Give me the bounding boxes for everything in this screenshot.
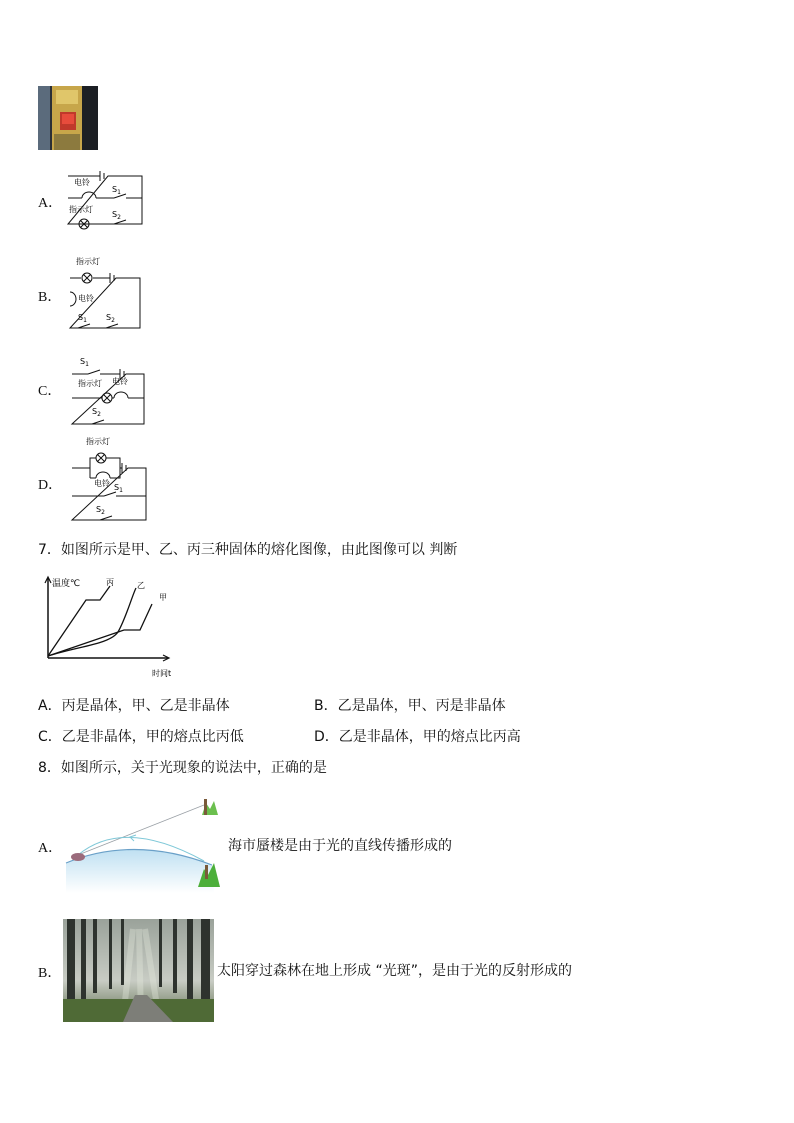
- q7-option-c[interactable]: C．乙是非晶体，甲的熔点比丙低: [38, 729, 244, 745]
- q7-option-d[interactable]: D．乙是非晶体，甲的熔点比丙高: [314, 729, 521, 745]
- forest-photo: [63, 919, 214, 1022]
- q6-option-c-circuit: [64, 352, 148, 428]
- q8-option-a-text[interactable]: 海市蜃楼是由于光的直线传播形成的: [228, 838, 452, 854]
- q6-option-b-letter[interactable]: B．: [38, 290, 62, 305]
- q8-option-a-letter[interactable]: A．: [38, 841, 63, 856]
- q8-stem: 8．如图所示，关于光现象的说法中，正确的是: [38, 760, 327, 776]
- s1-label: $S_1$: [80, 357, 89, 368]
- s1-label: $S_1$: [112, 185, 121, 196]
- q7-melting-graph: [40, 574, 180, 680]
- s1-label: $S_1$: [78, 313, 87, 324]
- q7-option-b[interactable]: B．乙是晶体，甲、丙是非晶体: [314, 698, 506, 714]
- y-axis-label: 温度℃: [52, 579, 81, 589]
- q6-option-a-letter[interactable]: A．: [38, 196, 63, 211]
- lamp-label: 指示灯: [86, 437, 110, 446]
- q6-option-d-circuit: [64, 432, 150, 524]
- bell-label: 电铃: [78, 294, 94, 303]
- s2-label: $S_2$: [106, 313, 115, 324]
- q7-stem: 7．如图所示是甲、乙、丙三种固体的熔化图像，由此图像可以 判断: [38, 542, 458, 558]
- curve-yi-label: 乙: [137, 581, 145, 590]
- q6-option-c-letter[interactable]: C．: [38, 384, 62, 399]
- s2-label: $S_2$: [112, 210, 121, 221]
- q6-option-d-letter[interactable]: D．: [38, 478, 63, 493]
- curve-yi: [48, 588, 136, 656]
- s1-label: $S_1$: [114, 483, 123, 494]
- curve-jia: [48, 604, 152, 656]
- bell-label: 电铃: [74, 178, 90, 187]
- curve-bing-label: 丙: [106, 578, 114, 587]
- bell-label: 电铃: [94, 479, 110, 488]
- lamp-label: 指示灯: [69, 205, 93, 214]
- q6-option-a-circuit: [64, 168, 146, 230]
- q7-option-a[interactable]: A．丙是晶体，甲、乙是非晶体: [38, 698, 230, 714]
- mirage-diagram: [64, 795, 224, 893]
- s2-label: $S_2$: [92, 407, 101, 418]
- lamp-label: 指示灯: [78, 379, 102, 388]
- curve-jia-label: 甲: [159, 593, 167, 602]
- q6-option-b-circuit: [64, 254, 146, 332]
- q8-option-b-letter[interactable]: B．: [38, 966, 62, 981]
- q8-option-b-text[interactable]: 太阳穿过森林在地上形成 “光斑”，是由于光的反射形成的: [217, 963, 572, 979]
- lamp-label: 指示灯: [76, 257, 100, 266]
- s2-label: $S_2$: [96, 505, 105, 516]
- bell-label: 电铃: [112, 377, 128, 386]
- device-photo: [38, 86, 98, 150]
- x-axis-label: 时间t: [152, 669, 172, 678]
